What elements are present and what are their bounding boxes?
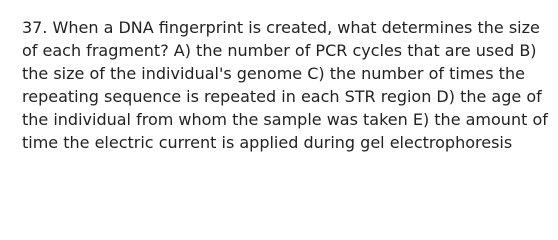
- question-text: 37. When a DNA fingerprint is created, what determines the size of each fragment? A) the number of PCR cycles that are used B) the size of the individual's genome C) the number of times the repeating sequence is repeated in each STR region D) the age of the individual from whom the sample was taken E) the amount of time the electric current is applied during gel electrophoresis: [22, 18, 548, 152]
